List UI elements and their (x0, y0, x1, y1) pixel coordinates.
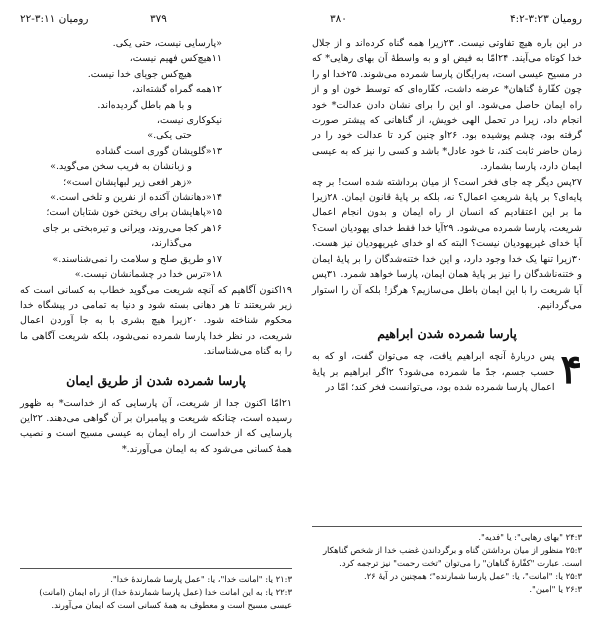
chapter-number: ۴ (560, 346, 582, 394)
poem-line: و زبانشان به فریب سخن می‌گوید.» (50, 161, 192, 173)
right-page-running-title: رومیان ۳:۲۳-۴:۲ (509, 13, 582, 25)
right-column (312, 36, 582, 396)
footnote: ۲۴:۳ "بهای رهایی": یا "فدیه". (478, 532, 582, 542)
poem-line: ۱۱هیچ‌کس فهیم نیست، (129, 53, 222, 65)
poem-line: ۱۲همه گمراه گشته‌اند، (132, 84, 222, 96)
poem-line: «پارسایی نیست، حتی یکی. (112, 38, 222, 49)
poem-line: ۱۶هر کجا می‌روند، ویرانی و تیره‌بختی بر جای (42, 222, 222, 234)
chapter-text: پس دربارهٔ آنچه ابراهیم یافت، چه می‌توان گفت، او که به حسب جسم، جدّ ما شمرده می‌شود؟ ۲اگر ابراهیم بر پایهٔ اعمال پارسا شمرده شده بود، می‌توانست فخر کند؛ امّا در (312, 351, 555, 394)
poem-line: ۱۵«پاهایشان برای ریختن خون شتابان است؛ (46, 207, 222, 219)
paragraph: ۲۷پس دیگر چه جای فخر است؟ از میان برداشته شده است! بر چه پایه‌ای؟ بر پایهٔ شریعتِ اعمال؟ نه، بلکه بر پایهٔ قانون ایمان. ۲۸زیرا ما بر این اعتقادیم که انسان از راه ایمان و بدون انجام اعمال شریعت، پارسا شمرده می‌شود. ۲۹آیا خدا فقط خدای یهودیان است؟ آیا خدای غیریهودیان نیست؟ البته که او خدای غیریهودیان نیز هست. ۳۰زیرا تنها یک خدا وجود دارد، و این خدا ختنه‌شدگان را بر پایهٔ ایمان و ختنه‌ناشدگان را نیز بر پایهٔ همان ایمان، پارسا خواهد شمرد. ۳۱پس آیا شریعت را با این ایمان باطل می‌سازیم؟ هرگز! بلکه آن را استوار می‌گردانیم. (312, 176, 582, 311)
right-footnotes (312, 526, 582, 596)
footnote: ۲۵:۳ یا: "امانت"، یا: "عمل پارسا شمارنده"؛ همچنین در آیهٔ ۲۶. (364, 571, 582, 581)
poem-line: «زهر افعی زیر لبهایشان است»؛ (63, 176, 192, 188)
section-heading: پارسا شمرده شدن ابراهیم (377, 326, 517, 342)
poem-line: ۱۳«گلویشان گوری است گشاده (95, 145, 222, 157)
poem-line: نیکوکاری نیست، (156, 115, 222, 127)
poem-line: ۱۸«ترس خدا در چشمانشان نیست.» (74, 269, 222, 281)
left-footnotes (20, 568, 292, 612)
paragraph: در این باره هیچ تفاوتی نیست. ۲۳زیرا همه گناه کرده‌اند و از جلال خدا کوتاه می‌آیند. ۲۴امّا به فیض او و به واسطهٔ آن بهای رهایی* که در مسیح عیسی است، به‌رایگان پارسا شمرده می‌شوند. ۲۵خدا او را چون کفّارهٔ گناهان* عرضه داشت، کفّاره‌ای که توسط خون او و از راه ایمان حاصل می‌شود. او این را برای نشان دادن عدالت* خود انجام داد، زیرا در تحمل الهی خویش، از گناهانی که پیشتر صورت گرفته بود، چشم پوشیده بود. ۲۶او چنین کرد تا عدالت خود را در زمان حاضر ثابت کند، تا خود عادل* باشد و کسی را نیز که به عیسی ایمان دارد، پارسا بشمارد. (312, 38, 583, 173)
poem-line: می‌گذارند، (151, 238, 192, 250)
footnote: ۲۱:۳ یا: "امانت خدا"، یا: "عمل پارسا شمارندهٔ خدا". (110, 574, 292, 584)
left-page-number: ۳۷۹ (150, 13, 167, 25)
poem-line: حتی یکی.» (147, 130, 192, 142)
paragraph: ۱۹اکنون آگاهیم که آنچه شریعت می‌گوید خطاب به کسانی است که زیر شریعتند تا هر دهانی بسته شود و دنیا به تمامی در پیشگاه خدا محکوم شناخته شود. ۲۰زیرا هیچ بشری با به جا آوردن اعمال شریعت، در نظر خدا پارسا شمرده نمی‌شود، بلکه شریعت آگاهی ما را به گناه می‌شناساند. (20, 284, 292, 358)
footnote: ۲۶:۳ یا "امین". (529, 584, 582, 594)
left-page-running-title: رومیان ۳:۱۱-۲۲ (20, 13, 89, 25)
footnote: ۲۲:۳ یا: به این امانت خدا (عمل پارسا شمارندهٔ خدا) از راه ایمان (امانت) عیسی مسیح است و معطوف به همهٔ کسانی است که ایمان می‌آورند. (39, 587, 292, 610)
footnote: ۲۵:۳ منظور از میان برداشتن گناه و برگرداندن غضب خدا از شخص گناهکار است. عبارت "کفّارهٔ گناهان" را می‌توان "تخت رحمت" نیز ترجمه کرد. (322, 545, 582, 568)
section-heading: پارسا شمرده شدن از طریق ایمان (66, 372, 246, 388)
chapter-paragraph (312, 346, 582, 395)
poem-line: ۱۴«دهانشان آکنده از نفرین و تلخی است.» (50, 192, 222, 204)
poem-line: هیچ‌کس جویای خدا نیست. (87, 68, 192, 80)
poem-line: و با هم باطل گردیده‌اند. (97, 99, 192, 111)
poem-line: ۱۷و طریق صلح و سلامت را نمی‌شناسند.» (52, 253, 222, 265)
right-page-number: ۳۸۰ (330, 13, 347, 25)
paragraph: ۲۱امّا اکنون جدا از شریعت، آن پارسایی که از خداست* به ظهور رسیده است، چنانکه شریعت و پیامبران بر آن گواهی می‌دهند. ۲۲این پارسایی که از خداست از راه ایمان به عیسی مسیح است و نصیب همهٔ کسانی می‌شود که به ایمان می‌آورند.* (20, 397, 292, 455)
poem-block (20, 36, 292, 283)
left-column (20, 36, 292, 457)
